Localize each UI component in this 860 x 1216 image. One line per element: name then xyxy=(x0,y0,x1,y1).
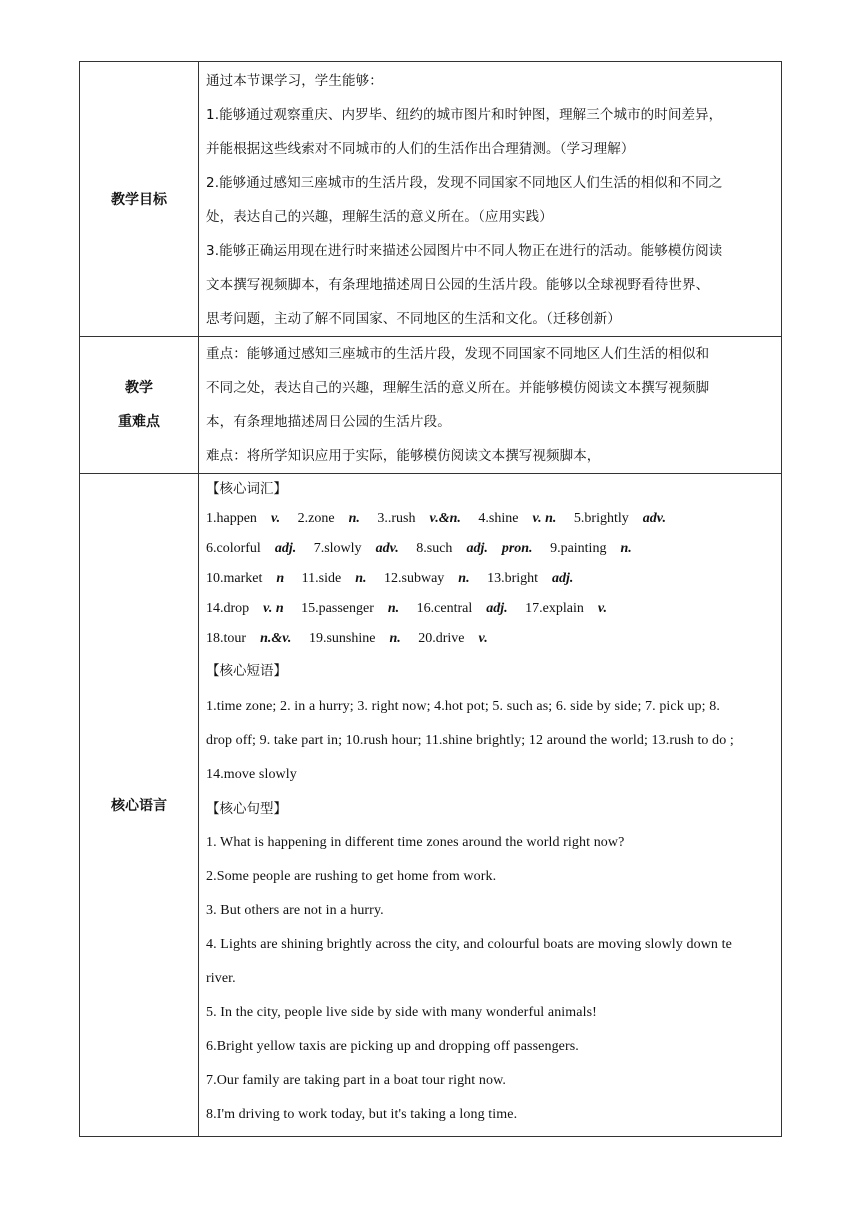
vocab-word: 20.drive xyxy=(418,631,465,646)
vocab-word: 9.painting xyxy=(550,541,607,556)
vocab-word: 18.tour xyxy=(206,631,247,646)
vocab-row xyxy=(206,564,773,594)
keypoints-content xyxy=(199,337,782,474)
keypoint-line: 不同之处，表达自己的兴趣，理解生活的意义所在。并能够模仿阅读文本撰写视频脚 xyxy=(206,380,710,396)
vocab-word: 3..rush xyxy=(377,511,416,526)
vocab-part-of-speech: n. xyxy=(458,571,470,586)
objectives-content xyxy=(199,62,782,337)
vocab-word: 12.subway xyxy=(384,571,445,586)
sentence-line: 4. Lights are shining brightly across the city, and colourful boats are moving slowly down te xyxy=(206,937,732,952)
objectives-lines xyxy=(206,62,773,336)
language-row xyxy=(80,474,782,1137)
sentence-line: 1. What is happening in different time zones around the world right now? xyxy=(206,835,625,850)
vocab-row xyxy=(206,624,773,654)
objective-line: 思考问题，主动了解不同国家、不同地区的生活和文化。（迁移创新） xyxy=(206,311,621,327)
keypoint-line: 难点：将所学知识应用于实际，能够模仿阅读文本撰写视频脚本， xyxy=(206,448,601,464)
sentence-line: 3. But others are not in a hurry. xyxy=(206,903,384,918)
objective-line: 2.能够通过感知三座城市的生活片段，发现不同国家不同地区人们生活的相似和不同之 xyxy=(206,175,723,191)
sentences-heading: 【核心句型】 xyxy=(206,801,287,817)
sentence-line: 2.Some people are rushing to get home from work. xyxy=(206,869,497,884)
vocab-word: 16.central xyxy=(416,601,473,616)
sentence-line: 7.Our family are taking part in a boat tour right now. xyxy=(206,1073,506,1088)
vocab-part-of-speech: n. xyxy=(620,541,632,556)
lesson-plan-table xyxy=(79,61,782,1137)
vocab-part-of-speech: adj. pron. xyxy=(466,541,533,556)
vocab-row xyxy=(206,504,773,534)
phrases-heading: 【核心短语】 xyxy=(206,663,287,679)
keypoints-label-line1: 教学 xyxy=(125,380,153,396)
vocab-word: 6.colorful xyxy=(206,541,261,556)
vocab-word: 7.slowly xyxy=(313,541,362,556)
vocab-word: 5.brightly xyxy=(573,511,629,526)
objectives-label: 教学目标 xyxy=(80,62,199,337)
keypoints-label-line2: 重难点 xyxy=(118,414,160,430)
vocab-part-of-speech: v. n. xyxy=(532,511,557,526)
language-content xyxy=(199,474,782,1137)
objective-line: 3.能够正确运用现在进行时来描述公园图片中不同人物正在进行的活动。能够模仿阅读 xyxy=(206,243,723,259)
vocab-part-of-speech: n. xyxy=(389,631,401,646)
vocab-part-of-speech: v. xyxy=(597,601,608,616)
vocab-part-of-speech: v. xyxy=(270,511,281,526)
vocab-heading: 【核心词汇】 xyxy=(206,481,287,497)
vocab-part-of-speech: adv. xyxy=(642,511,666,526)
vocab-row xyxy=(206,594,773,624)
vocab-part-of-speech: v. n xyxy=(263,601,284,616)
vocab-row xyxy=(206,534,773,564)
objective-line: 1.能够通过观察重庆、内罗毕、纽约的城市图片和时钟图，理解三个城市的时间差异， xyxy=(206,107,723,123)
phrase-line: 14.move slowly xyxy=(206,767,297,782)
vocab-part-of-speech: n.&v. xyxy=(260,631,292,646)
vocab-part-of-speech: adj. xyxy=(552,571,574,586)
objective-line: 通过本节课学习，学生能够： xyxy=(206,73,383,89)
phrases-list xyxy=(206,688,773,792)
vocab-part-of-speech: adj. xyxy=(274,541,297,556)
vocab-word: 11.side xyxy=(301,571,342,586)
phrase-line: 1.time zone; 2. in a hurry; 3. right now; 4.hot pot; 5. such as; 6. side by side; 7. pick up; 8. xyxy=(206,699,720,714)
vocab-word: 19.sunshine xyxy=(308,631,376,646)
vocab-word: 4.shine xyxy=(478,511,519,526)
vocab-word: 2.zone xyxy=(297,511,335,526)
vocab-word: 17.explain xyxy=(525,601,584,616)
objective-line: 文本撰写视频脚本，有条理地描述周日公园的生活片段。能够以全球视野看待世界、 xyxy=(206,277,710,293)
keypoints-lines xyxy=(206,337,773,473)
vocab-part-of-speech: v.&n. xyxy=(429,511,461,526)
objective-line: 处，表达自己的兴趣，理解生活的意义所在。（应用实践） xyxy=(206,209,553,225)
vocab-word: 14.drop xyxy=(206,601,250,616)
vocab-word: 1.happen xyxy=(206,511,257,526)
sentence-line: 8.I'm driving to work today, but it's taking a long time. xyxy=(206,1107,518,1122)
keypoint-line: 重点：能够通过感知三座城市的生活片段，发现不同国家不同地区人们生活的相似和 xyxy=(206,346,710,362)
vocab-part-of-speech: adj. xyxy=(486,601,508,616)
sentence-line: 6.Bright yellow taxis are picking up and dropping off passengers. xyxy=(206,1039,579,1054)
vocab-list xyxy=(206,504,773,654)
vocab-word: 15.passenger xyxy=(301,601,374,616)
objective-line: 并能根据这些线索对不同城市的人们的生活作出合理猜测。（学习理解） xyxy=(206,141,635,157)
objectives-row xyxy=(80,62,782,337)
language-label: 核心语言 xyxy=(80,474,199,1137)
phrase-line: drop off; 9. take part in; 10.rush hour; 11.shine brightly; 12 around the world; 13.rush to do ; xyxy=(206,733,734,748)
vocab-part-of-speech: n. xyxy=(355,571,367,586)
sentence-line: 5. In the city, people live side by side with many wonderful animals! xyxy=(206,1005,597,1020)
keypoints-label xyxy=(80,337,199,474)
sentence-line: river. xyxy=(206,971,236,986)
vocab-part-of-speech: adv. xyxy=(375,541,399,556)
vocab-part-of-speech: n xyxy=(276,571,285,586)
vocab-part-of-speech: n. xyxy=(348,511,360,526)
vocab-word: 8.such xyxy=(416,541,453,556)
keypoint-line: 本，有条理地描述周日公园的生活片段。 xyxy=(206,414,451,430)
vocab-word: 13.bright xyxy=(487,571,539,586)
vocab-part-of-speech: v. xyxy=(478,631,488,646)
keypoints-row xyxy=(80,337,782,474)
vocab-word: 10.market xyxy=(206,571,263,586)
sentences-list xyxy=(206,826,773,1132)
vocab-part-of-speech: n. xyxy=(387,601,400,616)
